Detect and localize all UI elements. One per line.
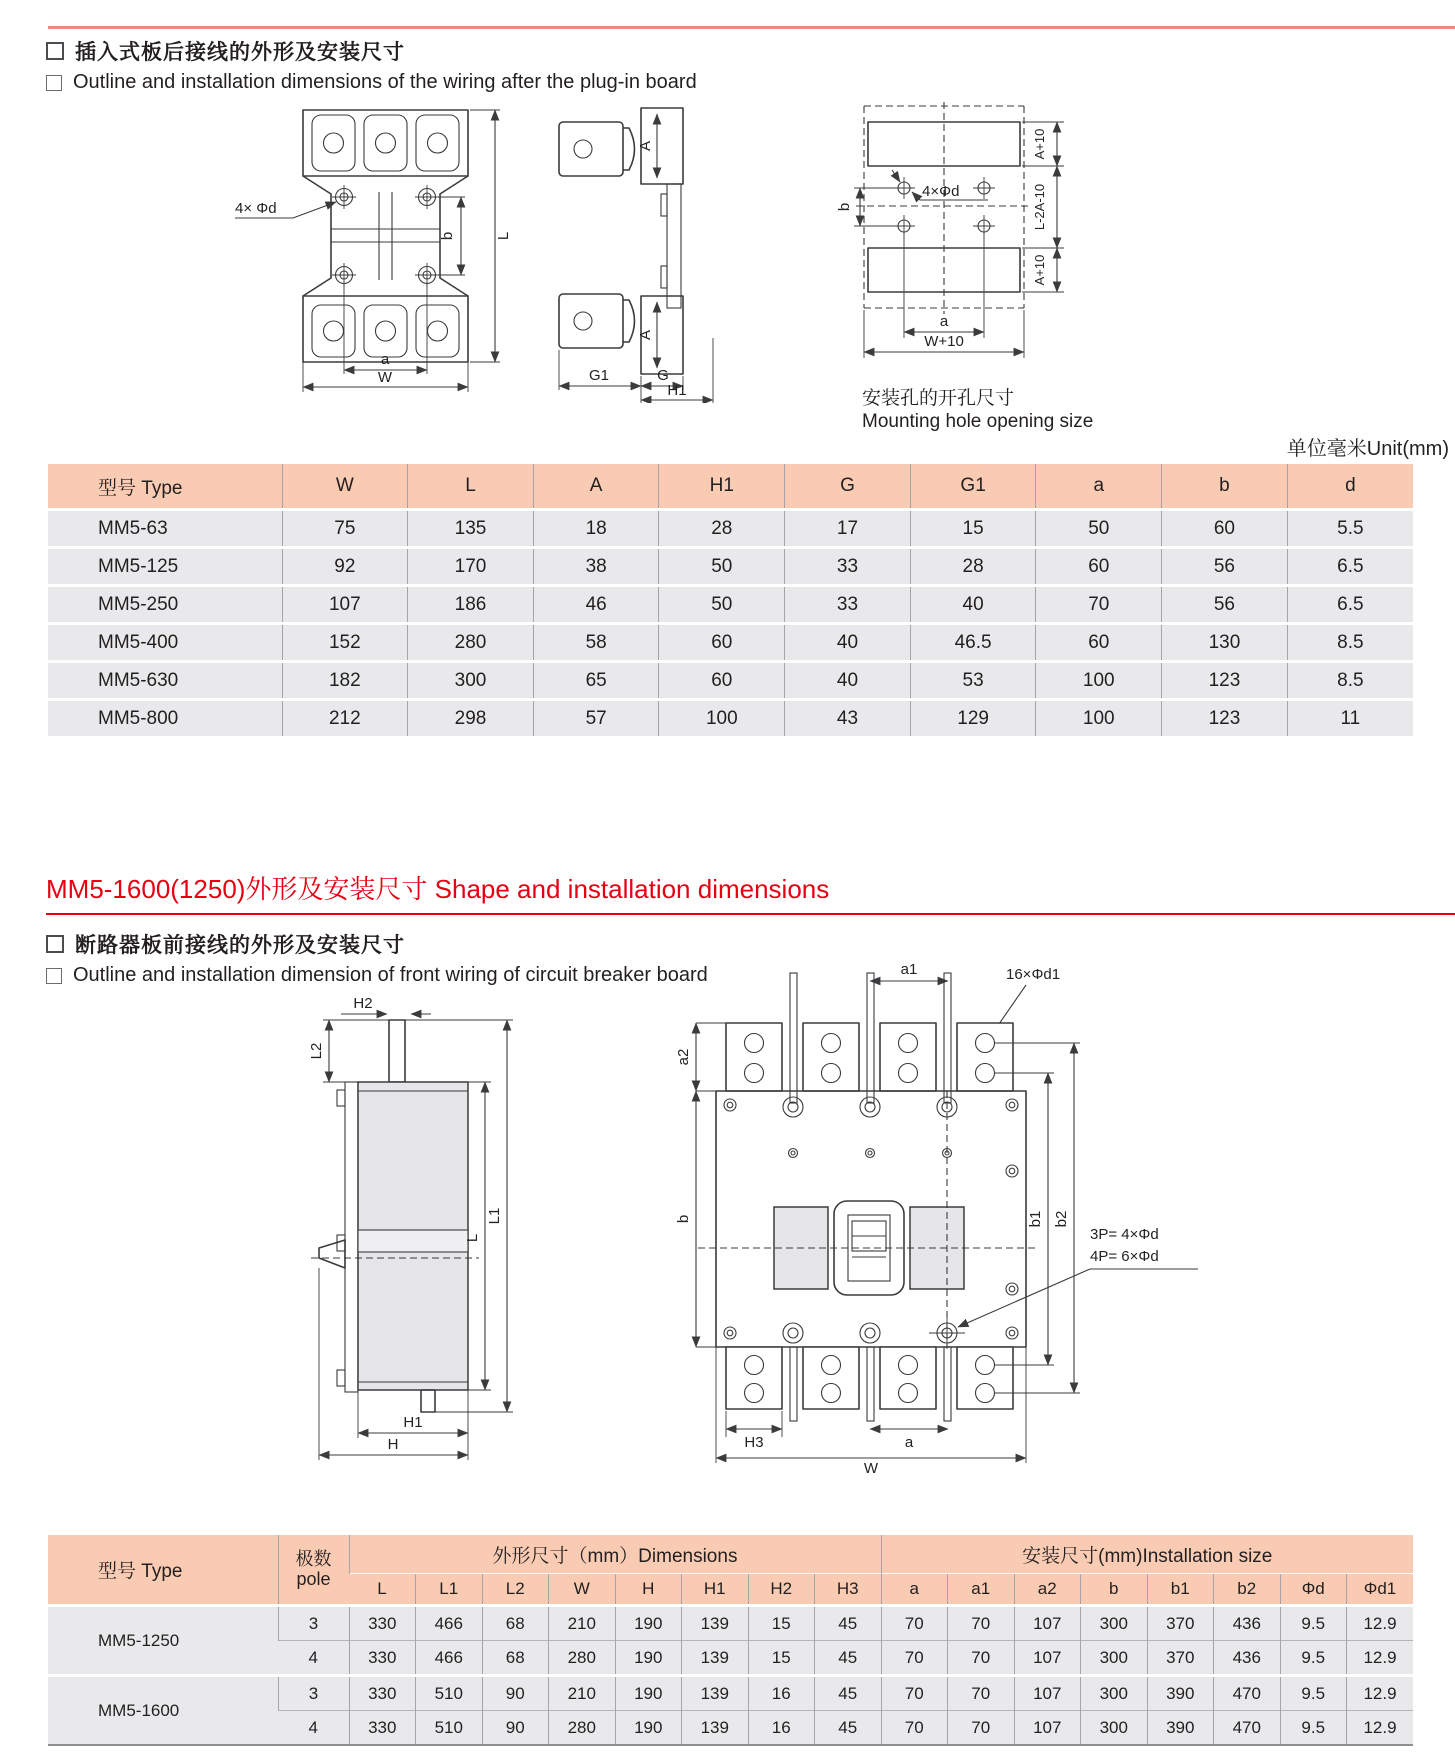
- section2-sub-en-line: [46, 964, 708, 987]
- column-header: A: [533, 464, 659, 510]
- value-cell: 70: [948, 1711, 1015, 1746]
- column-header: b2: [1214, 1574, 1281, 1606]
- column-header: Φd: [1280, 1574, 1347, 1606]
- column-header: H2: [748, 1574, 815, 1606]
- value-cell: 40: [785, 624, 911, 662]
- value-cell: 60: [659, 624, 785, 662]
- value-cell: 123: [1162, 662, 1288, 700]
- value-cell: 8.5: [1287, 624, 1413, 662]
- dim-label: L-2A-10: [1032, 183, 1047, 231]
- value-cell: 298: [408, 700, 534, 737]
- column-header: b: [1162, 464, 1288, 510]
- table-row: [48, 1676, 1413, 1711]
- checkbox-icon: [46, 935, 64, 953]
- mounting-hole-caption: [862, 388, 1093, 434]
- model-cell: MM5-800: [48, 700, 282, 737]
- value-cell: 280: [549, 1711, 616, 1746]
- value-cell: 56: [1162, 548, 1288, 586]
- dim-label: b1: [1027, 1210, 1044, 1228]
- column-header-type: 型号 Type: [48, 1535, 278, 1606]
- value-cell: 11: [1287, 700, 1413, 737]
- value-cell: 135: [408, 510, 534, 548]
- value-cell: 390: [1147, 1676, 1214, 1711]
- value-cell: 15: [748, 1606, 815, 1641]
- value-cell: 100: [1036, 662, 1162, 700]
- value-cell: 70: [881, 1641, 948, 1676]
- value-cell: 57: [533, 700, 659, 737]
- column-header: H: [615, 1574, 682, 1606]
- dimensions-table-2: [48, 1535, 1413, 1746]
- value-cell: 70: [881, 1711, 948, 1746]
- value-cell: 139: [682, 1606, 749, 1641]
- value-cell: 190: [615, 1711, 682, 1746]
- value-cell: 70: [948, 1641, 1015, 1676]
- value-cell: 100: [659, 700, 785, 737]
- column-header: L2: [482, 1574, 549, 1606]
- value-cell: 107: [1014, 1676, 1081, 1711]
- table-row: [48, 624, 1413, 662]
- section2-title: MM5-1600(1250)外形及安装尺寸 Shape and installation dimensions: [46, 874, 830, 904]
- value-cell: 6.5: [1287, 548, 1413, 586]
- value-cell: 123: [1162, 700, 1288, 737]
- dim-label: L1: [486, 1207, 503, 1225]
- section2-sub-zh: 断路器板前接线的外形及安装尺寸: [75, 934, 405, 957]
- value-cell: 45: [815, 1676, 882, 1711]
- value-cell: 90: [482, 1676, 549, 1711]
- unit-note: 单位毫米Unit(mm): [1286, 438, 1449, 460]
- dim-label: G: [657, 367, 669, 384]
- table1-header-row: [48, 464, 1413, 510]
- dim-label: a1: [900, 961, 918, 978]
- dim-label: A+10: [1032, 254, 1047, 286]
- column-header: L: [408, 464, 534, 510]
- dim-label: W: [377, 369, 393, 386]
- table-row: [48, 662, 1413, 700]
- value-cell: 100: [1036, 700, 1162, 737]
- column-header: H1: [682, 1574, 749, 1606]
- dim-label: A+10: [1032, 128, 1047, 160]
- section2-sub-en: Outline and installation dimension of front wiring of circuit breaker board: [73, 964, 708, 986]
- dim-label: a: [904, 1434, 914, 1451]
- dim-label: H1: [667, 382, 687, 399]
- column-header: H1: [659, 464, 785, 510]
- dim-label: 4× Φd: [235, 200, 277, 217]
- dim-label: b: [836, 202, 853, 212]
- model-cell: MM5-63: [48, 510, 282, 548]
- value-cell: 190: [615, 1606, 682, 1641]
- pole-cell: 3: [278, 1606, 349, 1641]
- checkbox-icon: [46, 75, 62, 91]
- column-header: d: [1287, 464, 1413, 510]
- mounting-hole-caption-en: Mounting hole opening size: [862, 410, 1094, 432]
- column-header: W: [549, 1574, 616, 1606]
- value-cell: 50: [1036, 510, 1162, 548]
- value-cell: 33: [785, 586, 911, 624]
- value-cell: 470: [1214, 1711, 1281, 1746]
- value-cell: 60: [659, 662, 785, 700]
- pole-header-zh: 极数: [295, 1548, 332, 1569]
- value-cell: 9.5: [1280, 1676, 1347, 1711]
- table-row: [48, 1606, 1413, 1641]
- dim-label: a: [939, 313, 949, 330]
- diagram-breaker-front-view: [638, 955, 1258, 1475]
- dim-label: H: [387, 1436, 399, 1453]
- value-cell: 15: [910, 510, 1036, 548]
- value-cell: 280: [408, 624, 534, 662]
- value-cell: 75: [282, 510, 408, 548]
- value-cell: 15: [748, 1641, 815, 1676]
- value-cell: 370: [1147, 1641, 1214, 1676]
- dim-label: b: [439, 231, 456, 241]
- value-cell: 510: [416, 1676, 483, 1711]
- value-cell: 6.5: [1287, 586, 1413, 624]
- value-cell: 40: [910, 586, 1036, 624]
- dim-label: G1: [588, 367, 610, 384]
- dim-label: W+10: [924, 333, 964, 350]
- value-cell: 300: [1081, 1711, 1148, 1746]
- value-cell: 280: [549, 1641, 616, 1676]
- table-row: [48, 586, 1413, 624]
- checkbox-icon: [46, 968, 62, 984]
- value-cell: 8.5: [1287, 662, 1413, 700]
- value-cell: 46: [533, 586, 659, 624]
- value-cell: 130: [1162, 624, 1288, 662]
- value-cell: 50: [659, 548, 785, 586]
- section1-title-en-line: [46, 71, 697, 94]
- table-row: [48, 510, 1413, 548]
- value-cell: 300: [1081, 1641, 1148, 1676]
- value-cell: 50: [659, 586, 785, 624]
- value-cell: 210: [549, 1676, 616, 1711]
- value-cell: 9.5: [1280, 1641, 1347, 1676]
- checkbox-icon: [46, 42, 64, 60]
- value-cell: 330: [349, 1606, 416, 1641]
- value-cell: 470: [1214, 1676, 1281, 1711]
- value-cell: 107: [282, 586, 408, 624]
- value-cell: 16: [748, 1711, 815, 1746]
- column-header-pole: [278, 1535, 349, 1606]
- dim-label: 4P= 6×Φd: [1090, 1248, 1159, 1265]
- pole-cell: 4: [278, 1641, 349, 1676]
- column-header: W: [282, 464, 408, 510]
- dim-label: L: [464, 1233, 481, 1243]
- value-cell: 40: [785, 662, 911, 700]
- value-cell: 18: [533, 510, 659, 548]
- value-cell: 12.9: [1347, 1676, 1414, 1711]
- top-rule: [48, 26, 1455, 29]
- diagram-breaker-side-view: [283, 990, 523, 1465]
- value-cell: 28: [910, 548, 1036, 586]
- dim-label: L: [495, 231, 512, 241]
- value-cell: 60: [1036, 624, 1162, 662]
- value-cell: 9.5: [1280, 1606, 1347, 1641]
- value-cell: 107: [1014, 1711, 1081, 1746]
- diagram-mounting-holes: [826, 96, 1106, 386]
- dim-label: 3P= 4×Φd: [1090, 1226, 1159, 1243]
- value-cell: 45: [815, 1711, 882, 1746]
- model-cell: MM5-630: [48, 662, 282, 700]
- section1-title-zh: 插入式板后接线的外形及安装尺寸: [75, 41, 405, 64]
- section1-heading: [46, 36, 697, 99]
- value-cell: 12.9: [1347, 1711, 1414, 1746]
- model-cell: MM5-1600: [48, 1676, 278, 1746]
- section1-title-en: Outline and installation dimensions of the wiring after the plug-in board: [73, 71, 697, 93]
- value-cell: 90: [482, 1711, 549, 1746]
- dim-label: a2: [675, 1048, 692, 1066]
- section2-sub-zh-line: [46, 929, 708, 959]
- dim-label: A: [637, 329, 654, 341]
- dim-label: 16×Φd1: [1006, 966, 1061, 983]
- value-cell: 300: [408, 662, 534, 700]
- value-cell: 12.9: [1347, 1606, 1414, 1641]
- model-cell: MM5-250: [48, 586, 282, 624]
- value-cell: 38: [533, 548, 659, 586]
- dimensions-table-1: [48, 464, 1413, 736]
- value-cell: 170: [408, 548, 534, 586]
- column-header: L: [349, 1574, 416, 1606]
- value-cell: 68: [482, 1641, 549, 1676]
- dim-label: A: [637, 140, 654, 152]
- value-cell: 436: [1214, 1641, 1281, 1676]
- value-cell: 190: [615, 1676, 682, 1711]
- dim-label: b2: [1053, 1210, 1070, 1228]
- value-cell: 390: [1147, 1711, 1214, 1746]
- value-cell: 53: [910, 662, 1036, 700]
- value-cell: 330: [349, 1676, 416, 1711]
- pole-cell: 3: [278, 1676, 349, 1711]
- section1-title-zh-line: [46, 36, 697, 66]
- pole-cell: 4: [278, 1711, 349, 1746]
- value-cell: 466: [416, 1641, 483, 1676]
- value-cell: 212: [282, 700, 408, 737]
- value-cell: 182: [282, 662, 408, 700]
- dim-label: H1: [403, 1414, 423, 1431]
- column-header: H3: [815, 1574, 882, 1606]
- value-cell: 436: [1214, 1606, 1281, 1641]
- dim-label: 4×Φd: [922, 183, 960, 200]
- value-cell: 107: [1014, 1606, 1081, 1641]
- value-cell: 43: [785, 700, 911, 737]
- value-cell: 92: [282, 548, 408, 586]
- table-row: [48, 548, 1413, 586]
- dim-label: L2: [308, 1042, 325, 1060]
- value-cell: 129: [910, 700, 1036, 737]
- group-header-installation: 安装尺寸(mm)Installation size: [881, 1535, 1413, 1574]
- value-cell: 45: [815, 1641, 882, 1676]
- dim-label: a: [380, 351, 390, 368]
- value-cell: 5.5: [1287, 510, 1413, 548]
- value-cell: 186: [408, 586, 534, 624]
- value-cell: 60: [1162, 510, 1288, 548]
- value-cell: 152: [282, 624, 408, 662]
- value-cell: 190: [615, 1641, 682, 1676]
- group-header-dimensions: 外形尺寸（mm）Dimensions: [349, 1535, 881, 1574]
- value-cell: 139: [682, 1676, 749, 1711]
- value-cell: 70: [948, 1606, 1015, 1641]
- value-cell: 107: [1014, 1641, 1081, 1676]
- section2-underline: [46, 913, 1455, 915]
- dim-label: W: [863, 1460, 879, 1475]
- value-cell: 65: [533, 662, 659, 700]
- value-cell: 28: [659, 510, 785, 548]
- value-cell: 300: [1081, 1676, 1148, 1711]
- dim-label: H3: [744, 1434, 764, 1451]
- column-header: a: [1036, 464, 1162, 510]
- value-cell: 17: [785, 510, 911, 548]
- column-header: a: [881, 1574, 948, 1606]
- column-header: a2: [1014, 1574, 1081, 1606]
- dim-label: H2: [353, 995, 373, 1012]
- section2-subheading: [46, 929, 708, 992]
- value-cell: 70: [1036, 586, 1162, 624]
- value-cell: 58: [533, 624, 659, 662]
- value-cell: 210: [549, 1606, 616, 1641]
- value-cell: 330: [349, 1641, 416, 1676]
- value-cell: 70: [881, 1676, 948, 1711]
- value-cell: 330: [349, 1711, 416, 1746]
- value-cell: 9.5: [1280, 1711, 1347, 1746]
- column-header: b1: [1147, 1574, 1214, 1606]
- column-header: a1: [948, 1574, 1015, 1606]
- value-cell: 60: [1036, 548, 1162, 586]
- table1-body: [48, 510, 1413, 737]
- value-cell: 139: [682, 1641, 749, 1676]
- diagram-plugin-front-view: [233, 96, 533, 396]
- value-cell: 46.5: [910, 624, 1036, 662]
- value-cell: 139: [682, 1711, 749, 1746]
- value-cell: 45: [815, 1606, 882, 1641]
- model-cell: MM5-125: [48, 548, 282, 586]
- column-header: b: [1081, 1574, 1148, 1606]
- column-header: G: [785, 464, 911, 510]
- column-header: Φd1: [1347, 1574, 1414, 1606]
- model-cell: MM5-1250: [48, 1606, 278, 1676]
- dim-label: b: [675, 1214, 692, 1224]
- column-header: 型号 Type: [48, 464, 282, 510]
- value-cell: 70: [948, 1676, 1015, 1711]
- value-cell: 510: [416, 1711, 483, 1746]
- table-row: [48, 700, 1413, 737]
- value-cell: 56: [1162, 586, 1288, 624]
- mounting-hole-caption-zh: 安装孔的开孔尺寸: [862, 388, 1015, 409]
- model-cell: MM5-400: [48, 624, 282, 662]
- value-cell: 300: [1081, 1606, 1148, 1641]
- value-cell: 12.9: [1347, 1641, 1414, 1676]
- column-header: G1: [910, 464, 1036, 510]
- table2-body: [48, 1606, 1413, 1746]
- diagram-plugin-side-view: [553, 98, 723, 403]
- value-cell: 70: [881, 1606, 948, 1641]
- value-cell: 370: [1147, 1606, 1214, 1641]
- column-header: L1: [416, 1574, 483, 1606]
- value-cell: 16: [748, 1676, 815, 1711]
- pole-header-en: pole: [296, 1568, 331, 1589]
- value-cell: 68: [482, 1606, 549, 1641]
- value-cell: 466: [416, 1606, 483, 1641]
- value-cell: 33: [785, 548, 911, 586]
